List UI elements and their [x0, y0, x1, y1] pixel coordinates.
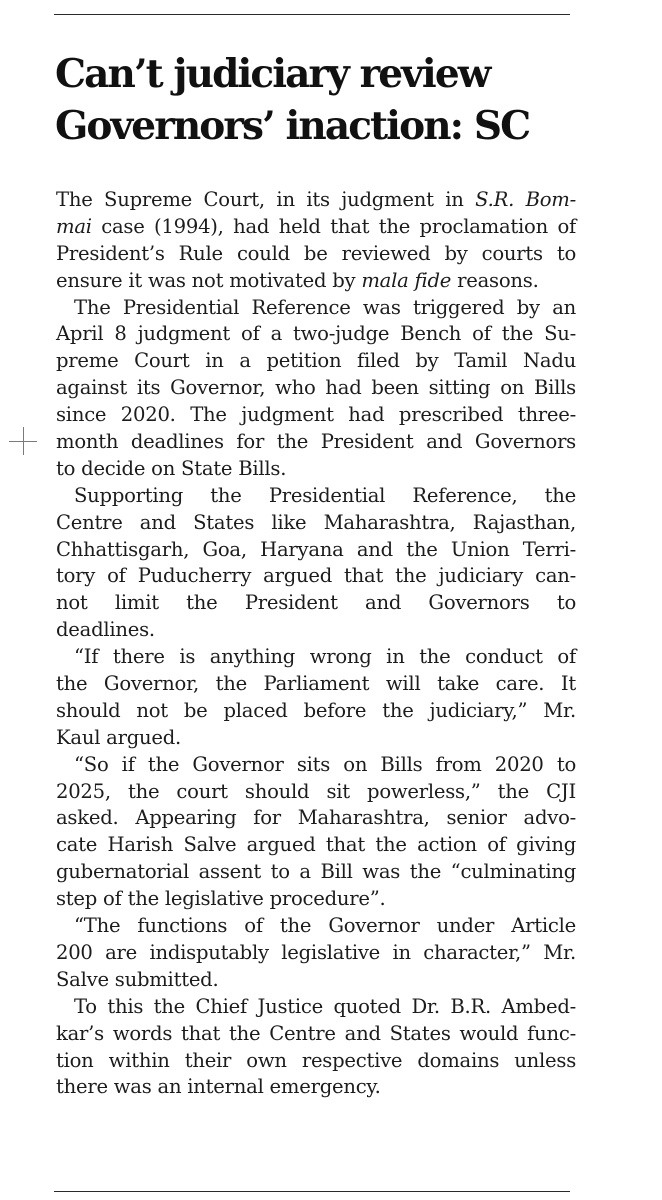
- body-line: kar’s words that the Centre and States would func-: [56, 1021, 576, 1045]
- headline-line: Can’t judiciary review: [55, 51, 490, 97]
- body-line: deadlines.: [56, 618, 155, 642]
- body-line: should not be placed before the judiciary,” Mr.: [56, 698, 576, 722]
- body-line: preme Court in a petition filed by Tamil Nadu: [56, 349, 576, 373]
- body-line: tory of Puducherry argued that the judiciary can-: [56, 564, 576, 588]
- article-body: [56, 187, 576, 1101]
- body-line: 2025, the court should sit powerless,” the CJI: [56, 779, 576, 803]
- crop-mark-icon: [9, 427, 37, 455]
- body-line: “The functions of the Governor under Article: [74, 914, 576, 938]
- body-line: step of the legislative procedure”.: [56, 887, 386, 911]
- body-line: cate Harish Salve argued that the action of giving: [56, 833, 576, 857]
- body-line: against its Governor, who had been sitting on Bills: [56, 376, 576, 400]
- body-line: not limit the President and Governors to: [56, 591, 576, 615]
- body-line: President’s Rule could be reviewed by courts to: [56, 241, 576, 265]
- body-line: ensure it was not motivated by mala fide reasons.: [56, 268, 539, 292]
- body-line: the Governor, the Parliament will take care. It: [56, 672, 576, 696]
- body-line: gubernatorial assent to a Bill was the “culminating: [56, 860, 576, 884]
- body-line: to decide on State Bills.: [56, 456, 287, 480]
- body-line: there was an internal emergency.: [56, 1075, 381, 1099]
- body-line: April 8 judgment of a two-judge Bench of the Su-: [56, 322, 576, 346]
- body-line: mai case (1994), had held that the proclamation of: [56, 214, 576, 238]
- body-line: since 2020. The judgment had prescribed three-: [56, 403, 576, 427]
- body-line: Supporting the Presidential Reference, the: [74, 483, 576, 507]
- body-line: Centre and States like Maharashtra, Rajasthan,: [56, 510, 576, 534]
- body-line: The Presidential Reference was triggered by an: [74, 295, 576, 319]
- body-line: “So if the Governor sits on Bills from 2020 to: [74, 752, 576, 776]
- body-line: To this the Chief Justice quoted Dr. B.R. Ambed-: [74, 994, 576, 1018]
- body-line: month deadlines for the President and Governors: [56, 430, 576, 454]
- body-line: asked. Appearing for Maharashtra, senior advo-: [56, 806, 576, 830]
- body-line: tion within their own respective domains unless: [56, 1048, 576, 1072]
- body-line: 200 are indisputably legislative in character,” Mr.: [56, 940, 576, 964]
- headline: [55, 48, 585, 152]
- bottom-rule: [54, 1191, 570, 1192]
- body-line: Chhattisgarh, Goa, Haryana and the Union Terri-: [56, 537, 576, 561]
- body-line: Salve submitted.: [56, 967, 219, 991]
- headline-line: Governors’ inaction: SC: [55, 103, 530, 149]
- top-rule: [54, 14, 570, 15]
- body-line: “If there is anything wrong in the conduct of: [74, 645, 576, 669]
- body-line: Kaul argued.: [56, 725, 182, 749]
- body-line: The Supreme Court, in its judgment in S.R. Bom-: [56, 188, 576, 211]
